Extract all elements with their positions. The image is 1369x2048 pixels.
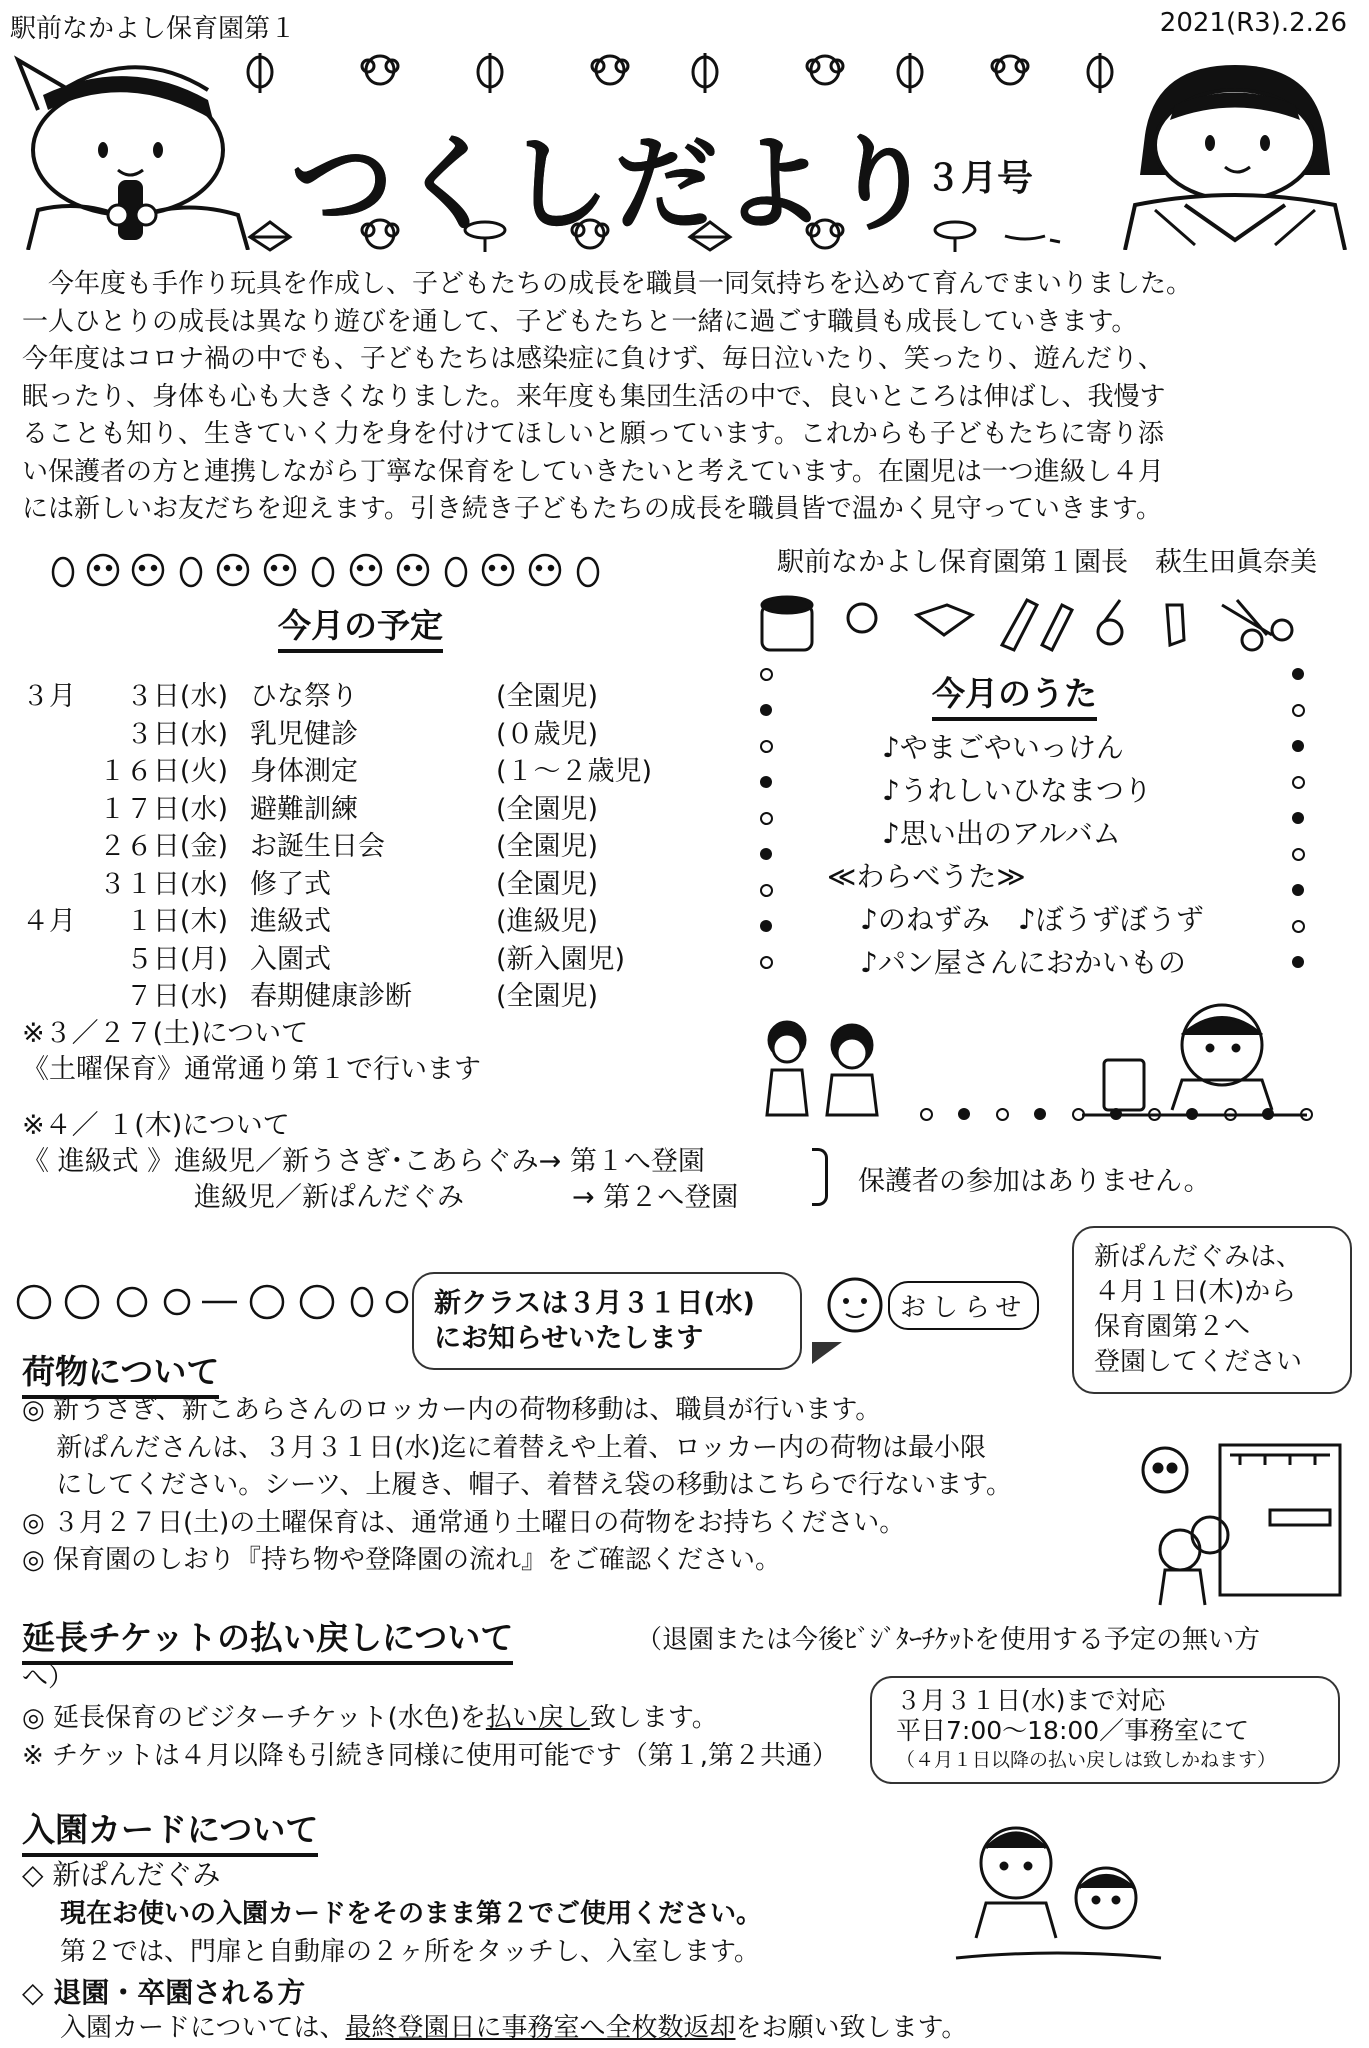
- intro-line: ることも知り、生きていく力を身を付けてほしいと願っています。これからも子どもたちに寄り添: [22, 419, 1164, 449]
- panda-class-bubble: 新ぱんだぐみは、 ４月１日(木)から 保育園第２へ 登園してください: [1072, 1226, 1352, 1394]
- schedule-row: ７日(水) 春期健康診断 (全園児): [125, 981, 599, 1012]
- no-parents-note: 保護者の参加はありません。: [858, 1166, 1211, 1197]
- schedule-title: 今月の予定: [278, 600, 443, 653]
- classroom-door-illustration: [1120, 1440, 1350, 1610]
- baggage-line: にしてください。シーツ、上履き、帽子、着替え袋の移動はこちらで行ないます。: [22, 1470, 1013, 1500]
- frame-dot: [1292, 668, 1304, 680]
- intro-line: 一人ひとりの成長は異なり遊びを通して、子どもたちと一緒に過ごす職員も成長していきます。: [22, 306, 1138, 337]
- schedule-row: １６日(火) 身体測定 (１～２歳児): [98, 756, 653, 787]
- song-item: ♪やまごやいっけん: [882, 731, 1124, 764]
- frame-dot: [760, 920, 772, 932]
- frame-dot: [760, 776, 772, 788]
- bracket: [812, 1148, 828, 1206]
- card-title: 入園カードについて: [22, 1804, 318, 1857]
- baggage-line: 新ぱんださんは、３月３１日(水)迄に着替えや上着、ロッカー内の荷物は最小限: [22, 1432, 987, 1463]
- school-name: 駅前なかよし保育園第１: [10, 14, 297, 44]
- frame-dot: [760, 884, 773, 897]
- note-body: 進級児／新ぱんだぐみ → 第２へ登園: [194, 1182, 739, 1213]
- note-title: ※４／ １(木)について: [22, 1110, 290, 1141]
- baggage-body: [22, 1392, 1012, 1580]
- issue-label: ３月号: [925, 158, 1034, 199]
- ticket-line-1: ◎ 延長保育のビジターチケット(水色)を払い戻し致します。: [22, 1703, 718, 1733]
- frame-dot: [1292, 848, 1305, 861]
- note-title: ※３／２７(土)について: [22, 1018, 309, 1049]
- baggage-line: ◎ 新うさぎ、新こあらさんのロッカー内の荷物移動は、職員が行います。: [22, 1395, 882, 1425]
- ticket-info-box: ３月３１日(水)まで対応 平日7:00～18:00／事務室にて （４月１日以降の払い戻しは致しかねます）: [870, 1676, 1340, 1784]
- frame-dot: [1292, 776, 1305, 789]
- baggage-line: ◎ ３月２７日(土)の土曜保育は、通常通り土曜日の荷物をお持ちください。: [22, 1507, 906, 1538]
- children-decoration-row: [12, 1278, 412, 1326]
- intro-line: 今年度も手作り玩具を作成し、子どもたちの成長を職員一同気持ちを込めて育んでまいりました。: [22, 269, 1193, 299]
- header-decoration-top: [240, 48, 1120, 98]
- newsletter-title: つくしだより: [290, 123, 939, 245]
- frame-dot: [760, 668, 773, 681]
- new-class-bubble: 新クラスは３月３１日(水) にお知らせいたします: [412, 1272, 802, 1370]
- promotion-note: [22, 1108, 738, 1216]
- song-item: ♪うれしいひなまつり: [882, 774, 1152, 807]
- schedule-row: ３月 ３日(水) ひな祭り (全園児): [22, 681, 599, 712]
- frame-dot: [760, 956, 773, 969]
- frame-dot: [1292, 740, 1304, 752]
- intro-line: には新しいお友だちを迎えます。引き続き子どもたちの成長を職員皆で温かく見守っていきます。: [22, 494, 1162, 524]
- frame-dot: [1292, 812, 1304, 824]
- frame-dot: [760, 704, 772, 716]
- animal-lantern-row: [48, 548, 688, 598]
- schedule-row: ３日(水) 乳児健診 (０歳児): [125, 718, 599, 750]
- frame-dot: [1292, 884, 1304, 896]
- schedule-row: ３１日(水) 修了式 (全園児): [98, 868, 599, 900]
- saturday-note: [22, 1016, 481, 1088]
- frame-dot: [760, 812, 773, 825]
- craft-items-illustration: [752, 590, 1312, 660]
- card-sub1-heading: ◇ 新ぱんだぐみ: [22, 1858, 221, 1891]
- intro-line: い保護者の方と連携しながら丁寧な保育をしていきたいと考えています。在園児は一つ進級し４月: [22, 456, 1164, 487]
- songs-title: 今月のうた: [932, 668, 1097, 721]
- card-sub1-body: 現在お使いの入園カードをそのまま第２でご使用ください。 第２では、門扉と自動扉の２ヶ所をタッチし、入室します。: [60, 1899, 763, 1967]
- frame-dot: [1292, 920, 1305, 933]
- schedule-row: １７日(水) 避難訓練 (全園児): [98, 793, 599, 825]
- hina-empress-illustration: [1115, 45, 1355, 250]
- intro-line: 眠ったり、身体も心も大きくなりました。来年度も集団生活の中で、良いところは伸ばし、我慢す: [22, 381, 1166, 412]
- baggage-line: ◎ 保育園のしおり『持ち物や登降園の流れ』をご確認ください。: [22, 1545, 781, 1575]
- frame-dot: [1292, 704, 1305, 717]
- bubble-tail: [812, 1342, 842, 1364]
- frame-dot: [760, 740, 773, 753]
- schedule-row: ４月 １日(木) 進級式 (進級児): [22, 906, 599, 937]
- ticket-line-2: ※ チケットは４月以降も引続き同様に使用可能です（第１,第２共通）: [22, 1741, 838, 1771]
- song-item: ♪思い出のアルバム: [882, 817, 1121, 850]
- intro-line: 今年度はコロナ禍の中でも、子どもたちは感染症に負けず、毎日泣いたり、笑ったり、遊んだり、: [22, 344, 1164, 374]
- frame-dot: [760, 848, 772, 860]
- hina-emperor-illustration: [8, 40, 258, 250]
- principal-signature: 駅前なかよし保育園第１園長 萩生田眞奈美: [777, 547, 1317, 578]
- ticket-subtitle: （退園または今後ﾋﾞｼﾞﾀｰﾁｹｯﾄを使用する予定の無い方: [636, 1625, 1261, 1655]
- hina-dolls-boy-illustration: [752, 1000, 1312, 1130]
- schedule-table: [22, 678, 696, 1016]
- note-body: 《 進級式 》進級児／新うさぎ･こあらぐみ→ 第１へ登園: [22, 1146, 705, 1177]
- ticket-title: 延長チケットの払い戻しについて: [22, 1612, 513, 1665]
- children-planting-illustration: [946, 1818, 1166, 1968]
- oshirase-badge: おしらせ: [826, 1276, 1039, 1334]
- song-item: ♪のねずみ ♪ぼうずぼうず: [860, 903, 1204, 936]
- song-item: ♪パン屋さんにおかいもの: [860, 946, 1186, 979]
- issue-date: 2021(R3).2.26: [1159, 8, 1347, 38]
- schedule-row: ２６日(金) お誕生日会 (全園児): [98, 831, 599, 862]
- note-body: 《土曜保育》通常通り第１で行います: [22, 1054, 481, 1085]
- baggage-title: 荷物について: [22, 1346, 219, 1399]
- intro-paragraph: [22, 266, 1352, 529]
- card-sub2-heading: ◇ 退園・卒園される方: [22, 1976, 306, 2009]
- schedule-row: ５日(月) 入園式 (新入園児): [125, 943, 626, 975]
- song-category: ≪わらべうた≫: [827, 860, 1026, 893]
- songs-list: [827, 726, 1204, 984]
- card-sub2-body: 入園カードについては、最終登園日に事務室へ全枚数返却をお願い致します。: [60, 2013, 968, 2043]
- frame-dot: [1292, 956, 1304, 968]
- ticket-subtitle-end: へ）: [22, 1663, 75, 1693]
